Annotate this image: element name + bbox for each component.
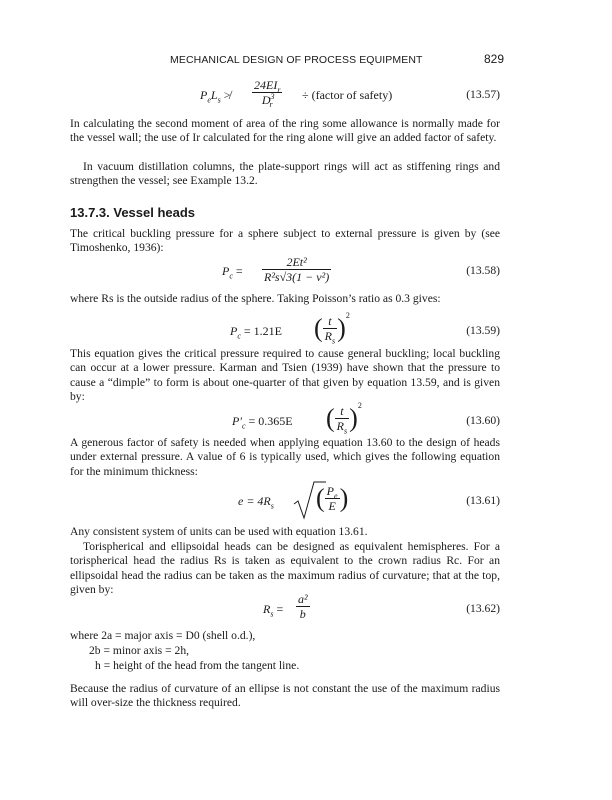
eq-den-sub: s bbox=[332, 336, 336, 346]
eq-lhs-sub: c bbox=[237, 331, 241, 341]
eq-numerator: 2Et² bbox=[262, 255, 331, 270]
eq-fraction bbox=[296, 592, 310, 621]
equation-number: (13.59) bbox=[466, 324, 500, 337]
paragraph: Because the radius of curvature of an ellipse is not constant the use of the maximum radius will over-size the thickness required. bbox=[70, 682, 500, 710]
paragraph: The critical buckling pressure for a sphere subject to external pressure is given by (see Timoshenko, 1936): bbox=[70, 227, 500, 255]
equation-number: (13.60) bbox=[466, 414, 500, 427]
eq-lhs: R bbox=[263, 602, 271, 616]
equation-number: (13.62) bbox=[466, 602, 500, 615]
eq-fraction bbox=[252, 78, 282, 110]
eq-num-sub: r bbox=[277, 85, 281, 95]
eq-numerator: 24EI bbox=[254, 78, 278, 92]
eq-den-sub: r bbox=[269, 100, 273, 110]
paragraph: Any consistent system of units can be used with equation 13.61. bbox=[70, 525, 368, 538]
paragraph: Torispherical and ellipsoidal heads can be designed as equivalent hemispheres. For a torispherical head the radius Rs is taken as equivalent to the crown radius Rc. For an ellipsoidal head the radius can be taken as the maximum radius of curvature; that at the top, given by: bbox=[70, 540, 500, 597]
eq-lhs2: L bbox=[210, 88, 218, 102]
eq-numerator: t bbox=[335, 404, 349, 419]
eq-denominator: R bbox=[324, 329, 333, 343]
eq-lhs2-sub: s bbox=[217, 95, 221, 105]
eq-denominator: D bbox=[261, 93, 271, 107]
header-title: MECHANICAL DESIGN OF PROCESS EQUIPMENT bbox=[170, 54, 423, 66]
eq-den-sub: s bbox=[344, 426, 348, 436]
eq-coefficient: = 4R bbox=[246, 494, 271, 508]
eq-lhs: e bbox=[238, 494, 244, 508]
eq-denominator: E bbox=[328, 499, 336, 513]
eq-numerator: a² bbox=[298, 592, 308, 606]
eq-fraction bbox=[262, 255, 331, 284]
eq-lhs: P′ bbox=[232, 414, 242, 428]
equation-13-59: $P_c = 1.21E$ ( $\frac{t}{R_s}$ )$^2$ (13.59) bbox=[230, 311, 500, 346]
eq-lhs-sub: c bbox=[241, 421, 246, 431]
eq-lhs: P bbox=[200, 88, 208, 102]
eq-numerator: t bbox=[323, 314, 337, 329]
paragraph: In calculating the second moment of area of the ring some allowance is normally made for the vessel wall; the use of Ir calculated for the ring alone will give an added factor of safety. bbox=[70, 117, 500, 145]
eq-exponent: 2 bbox=[357, 401, 362, 411]
section-heading: 13.7.3. Vessel heads bbox=[70, 205, 196, 220]
eq-denominator: R²s√3(1 − ν²) bbox=[264, 270, 330, 284]
eq-tail: ÷ (factor of safety) bbox=[302, 88, 393, 102]
eq-coef-sub: s bbox=[270, 501, 274, 511]
eq-exponent: 2 bbox=[345, 311, 350, 321]
definition-row: where 2a = major axis = D0 (shell o.d.), bbox=[70, 629, 256, 642]
equation-number: (13.57) bbox=[466, 88, 500, 101]
equation-13-62: $R_s$ = $\frac{\text{a²}}{b}$ (13.62) bbox=[263, 592, 500, 621]
eq-lhs-sub: s bbox=[270, 609, 274, 619]
running-header bbox=[170, 52, 504, 68]
equation-number: (13.61) bbox=[466, 494, 500, 507]
paragraph: A generous factor of safety is needed when applying equation 13.60 to the design of heads under external pressure. A value of 6 is typically used, which gives the following equation for the minimum thickness: bbox=[70, 436, 500, 478]
paragraph: This equation gives the critical pressure required to cause general buckling; local buckling can occur at a lower pressure. Karman and Tsien (1939) have shown that the pressure to cause a “dimple” to form is about one-quarter of that given by equation 13.59, and is given by: bbox=[70, 347, 500, 404]
eq-num-sub: e bbox=[334, 491, 338, 501]
eq-numerator: P bbox=[326, 484, 335, 498]
eq-coefficient: = 0.365E bbox=[248, 414, 293, 428]
page-number: 829 bbox=[483, 52, 504, 66]
equation-13-61: $e = 4R_s$ ( $\frac{P_e}{E}$ ) (13.61) bbox=[70, 480, 500, 522]
equation-13-57 bbox=[70, 78, 500, 112]
paragraph: where Rs is the outside radius of the sphere. Taking Poisson’s ratio as 0.3 gives: bbox=[70, 292, 441, 305]
equation-13-60: $P'_c = 0.365E$ ( $\frac{t}{R_s}$ )$^2$ (13.60) bbox=[232, 401, 500, 436]
eq-lhs-sub: e bbox=[207, 95, 211, 105]
eq-lhs-sub: c bbox=[229, 271, 233, 281]
paragraph: In vacuum distillation columns, the plate-support rings will act as stiffening rings and strengthen the vessel; see Example 13.2. bbox=[70, 160, 500, 188]
equation-13-58: $P_c$ = $\frac{\text{2Et²}}{\text{R²s√3(1 − ν²)}}$ (13.58) bbox=[222, 255, 500, 284]
definition-row: h = height of the head from the tangent line. bbox=[95, 659, 300, 672]
eq-relation: ≯ bbox=[223, 88, 231, 102]
eq-denominator: R bbox=[336, 419, 345, 433]
variable-definitions bbox=[70, 628, 299, 673]
eq-lhs: P bbox=[230, 324, 238, 338]
eq-lhs: P bbox=[222, 264, 230, 278]
eq-denominator: b bbox=[299, 607, 306, 621]
definition-row: 2b = minor axis = 2h, bbox=[89, 644, 190, 657]
eq-den-sup: 3 bbox=[270, 92, 275, 101]
equation-number: (13.58) bbox=[466, 264, 500, 277]
eq-coefficient: = 1.21E bbox=[243, 324, 283, 338]
